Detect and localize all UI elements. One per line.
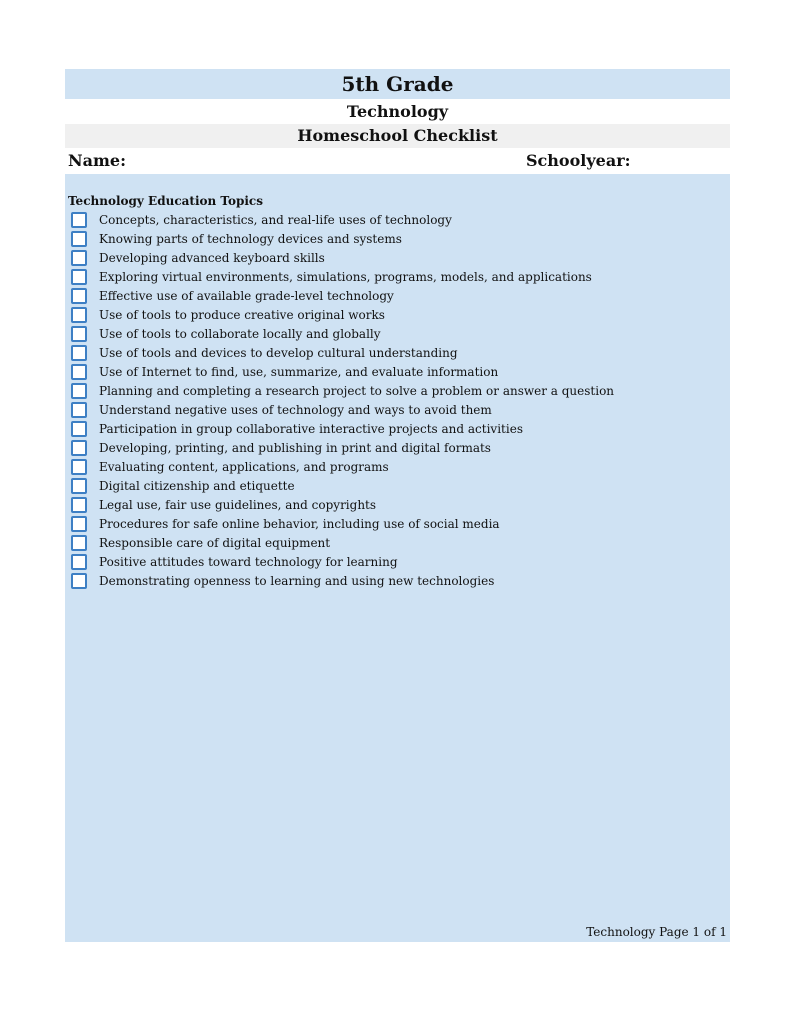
checkbox-icon[interactable]	[71, 250, 87, 266]
checklist-item-label: Use of tools to produce creative original works	[99, 307, 385, 322]
checklist-item-label: Effective use of available grade-level technology	[99, 288, 394, 303]
checklist-item	[65, 267, 614, 286]
checklist-item-label: Demonstrating openness to learning and using new technologies	[99, 573, 495, 588]
checkbox-icon[interactable]	[71, 212, 87, 228]
checklist-item	[65, 438, 614, 457]
checkbox-icon[interactable]	[71, 269, 87, 285]
checklist-item	[65, 324, 614, 343]
checklist-item-label: Digital citizenship and etiquette	[99, 478, 295, 493]
checkbox-icon[interactable]	[71, 459, 87, 475]
checklist-item-label: Understand negative uses of technology and ways to avoid them	[99, 402, 492, 417]
checklist-item	[65, 571, 614, 590]
checklist-item-label: Developing, printing, and publishing in print and digital formats	[99, 440, 491, 455]
checkbox-icon[interactable]	[71, 516, 87, 532]
checklist-item-label: Procedures for safe online behavior, including use of social media	[99, 516, 500, 531]
checklist-item-label: Use of tools and devices to develop cultural understanding	[99, 345, 458, 360]
checklist-item-label: Responsible care of digital equipment	[99, 535, 331, 550]
checklist-title: Homeschool Checklist	[65, 124, 730, 148]
checklist-item-label: Positive attitudes toward technology for learning	[99, 554, 398, 569]
checkbox-icon[interactable]	[71, 345, 87, 361]
checklist-item-label: Developing advanced keyboard skills	[99, 250, 325, 265]
topic-list	[65, 210, 614, 590]
checkbox-icon[interactable]	[71, 307, 87, 323]
checklist-item-label: Participation in group collaborative interactive projects and activities	[99, 421, 523, 436]
checklist-item-label: Planning and completing a research project to solve a problem or answer a question	[99, 383, 615, 398]
checkbox-icon[interactable]	[71, 440, 87, 456]
checkbox-icon[interactable]	[71, 402, 87, 418]
checklist-item-label: Concepts, characteristics, and real-life uses of technology	[99, 212, 452, 227]
checkbox-icon[interactable]	[71, 497, 87, 513]
page-footer: Technology Page 1 of 1	[586, 925, 727, 939]
checkbox-icon[interactable]	[71, 421, 87, 437]
checklist-item	[65, 286, 614, 305]
checklist-item	[65, 229, 614, 248]
checklist-item-label: Knowing parts of technology devices and systems	[99, 231, 402, 246]
checkbox-icon[interactable]	[71, 478, 87, 494]
checklist-item	[65, 514, 614, 533]
name-label: Name:	[68, 151, 127, 170]
checkbox-icon[interactable]	[71, 326, 87, 342]
topics-area	[65, 174, 730, 942]
grade-title: 5th Grade	[65, 69, 730, 99]
subject-title: Technology	[65, 99, 730, 124]
checkbox-icon[interactable]	[71, 364, 87, 380]
checklist-item	[65, 457, 614, 476]
checklist-item	[65, 362, 614, 381]
checklist-item	[65, 552, 614, 571]
checklist-item-label: Legal use, fair use guidelines, and copyrights	[99, 497, 377, 512]
checklist-item	[65, 343, 614, 362]
checklist-item-label: Exploring virtual environments, simulations, programs, models, and applications	[99, 269, 592, 284]
schoolyear-label: Schoolyear:	[526, 151, 631, 170]
checklist-item	[65, 305, 614, 324]
checklist-item	[65, 533, 614, 552]
checklist-item-label: Evaluating content, applications, and programs	[99, 459, 389, 474]
checklist-item-label: Use of tools to collaborate locally and globally	[99, 326, 381, 341]
checklist-item	[65, 210, 614, 229]
checklist-item	[65, 381, 614, 400]
checkbox-icon[interactable]	[71, 554, 87, 570]
checkbox-icon[interactable]	[71, 288, 87, 304]
section-heading: Technology Education Topics	[68, 194, 263, 208]
checklist-sheet	[65, 69, 730, 942]
checklist-item	[65, 419, 614, 438]
checkbox-icon[interactable]	[71, 535, 87, 551]
checklist-item-label: Use of Internet to find, use, summarize, and evaluate information	[99, 364, 499, 379]
checklist-item	[65, 476, 614, 495]
checklist-item	[65, 248, 614, 267]
name-row	[65, 148, 730, 174]
checklist-item	[65, 400, 614, 419]
checkbox-icon[interactable]	[71, 573, 87, 589]
checkbox-icon[interactable]	[71, 231, 87, 247]
checkbox-icon[interactable]	[71, 383, 87, 399]
checklist-item	[65, 495, 614, 514]
